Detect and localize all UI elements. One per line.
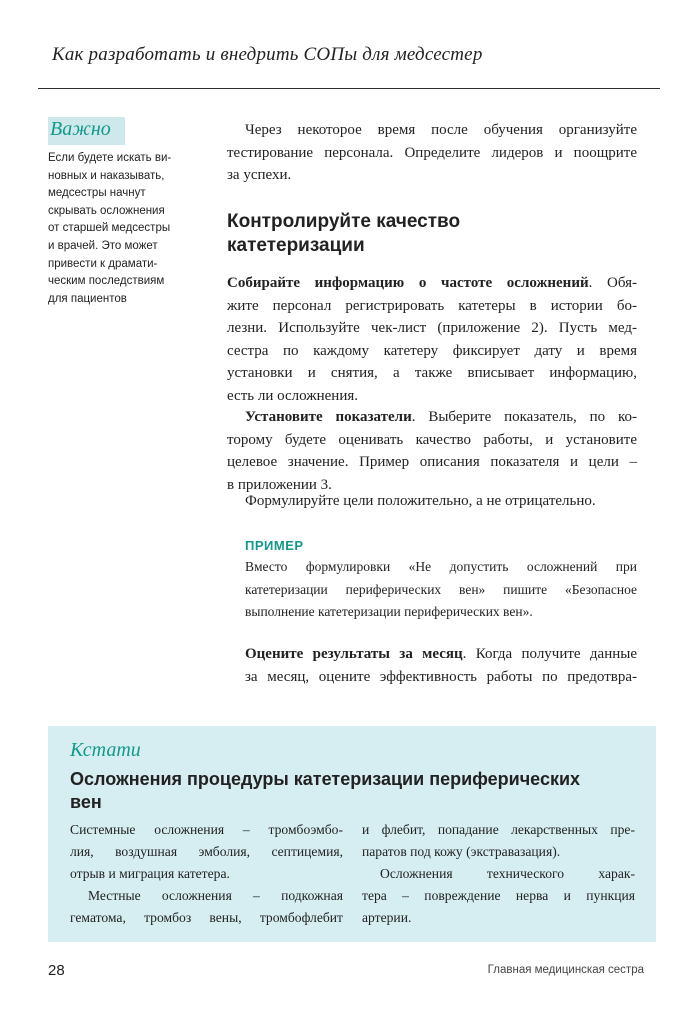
note-line: новных и наказывать,: [48, 169, 165, 182]
text-line: и флебит, попадание лекарственных пре-: [362, 822, 635, 837]
text-line: за успехи.: [227, 167, 292, 183]
paragraph-evaluate-results: [245, 643, 637, 688]
example-text: [245, 556, 637, 624]
text-line: тера – повреждение нерва и пункция: [362, 888, 635, 903]
note-line: ческим последствиям: [48, 275, 165, 288]
example-label: ПРИМЕР: [245, 538, 304, 553]
paragraph-lead-bold: Оцените результаты за месяц: [245, 646, 463, 662]
sidebar-box-right-column: [362, 819, 635, 929]
text-line: жите персонал регистрировать катетеры в истории бо-: [227, 297, 637, 314]
section-heading-line: катетеризации: [227, 235, 365, 256]
paragraph-lead-bold: Установите показатели: [245, 409, 412, 425]
text-line: Системные осложнения – тромбоэмбо-: [70, 822, 343, 837]
text-line: . Когда получите данные: [462, 646, 637, 662]
text-line: Через некоторое время после обучения организуйте: [245, 122, 637, 138]
paragraph-set-indicators: [227, 406, 637, 496]
lead-paragraph: [227, 119, 637, 187]
section-heading-line: Контролируйте качество: [227, 211, 461, 232]
text-line: . Обя-: [588, 275, 637, 291]
sidebar-box-heading: [70, 768, 630, 814]
section-heading: [227, 210, 637, 258]
page-number: 28: [48, 962, 65, 979]
sidebar-box-left-column: [70, 819, 343, 929]
text-line: лезни. Используйте чек-лист (приложение 2). Пусть мед-: [227, 320, 637, 336]
note-body: [48, 150, 184, 308]
note-line: для пациентов: [48, 292, 127, 305]
paragraph-lead-bold: Собирайте информацию о частоте осложнений: [227, 275, 589, 291]
text-line: целевое значение. Пример описания показателя и цели –: [227, 454, 637, 470]
note-line: от старшей медсестры: [48, 222, 171, 235]
journal-name: Главная медицинская сестра: [487, 964, 644, 976]
text-line: есть ли осложнения.: [227, 387, 358, 404]
text-line: отрыв и миграция катетера.: [70, 866, 230, 881]
note-line: скрывать осложнения: [48, 204, 165, 217]
running-title: Как разработать и внедрить СОПы для медсестер: [52, 44, 483, 65]
text-line: лия, воздушная эмболия, септицемия,: [70, 844, 343, 859]
text-line: Формулируйте цели положительно, а не отрицательно.: [245, 493, 596, 509]
note-line: и врачей. Это может: [48, 239, 158, 252]
note-line: привести к драмати-: [48, 257, 158, 270]
text-line: паратов под кожу (экстравазация).: [362, 844, 561, 859]
text-line: в приложении 3.: [227, 476, 332, 493]
header-divider: [38, 88, 660, 89]
text-line: Осложнения технического харак-: [380, 866, 635, 881]
text-line: Вместо формулировки «Не допустить осложнений при: [245, 559, 637, 574]
paragraph-formulate-goals: [227, 490, 637, 513]
text-line: тестирование персонала. Определите лидеров и поощрите: [227, 144, 637, 161]
sidebar-heading-line: Осложнения процедуры катетеризации периферических: [70, 769, 581, 789]
note-line: Если будете искать ви-: [48, 152, 172, 164]
note-title: Важно: [50, 118, 111, 140]
text-line: артерии.: [362, 910, 412, 925]
text-line: . Выберите показатель, по ко-: [411, 409, 637, 425]
text-line: гематома, тромбоз вены, тромбофлебит: [70, 910, 343, 925]
text-line: установки и снятия, а также вписывает информацию,: [227, 365, 637, 381]
text-line: торому будете оценивать качество работы, и установите: [227, 431, 637, 448]
text-line: катетеризации периферических вен» пишите «Безопасное: [245, 581, 637, 597]
paragraph-collect-info: [227, 272, 637, 407]
sidebar-heading-line: вен: [70, 792, 102, 812]
note-line: медсестры начнут: [48, 187, 146, 200]
text-line: Местные осложнения – подкожная: [88, 888, 343, 903]
text-line: сестра по каждому катетеру фиксирует дату и время: [227, 342, 637, 359]
sidebar-box-label: Кстати: [70, 739, 141, 761]
text-line: выполнение катетеризации периферических вен».: [245, 604, 533, 619]
text-line: за месяц, оцените эффективность работы по предотвра-: [245, 668, 637, 685]
